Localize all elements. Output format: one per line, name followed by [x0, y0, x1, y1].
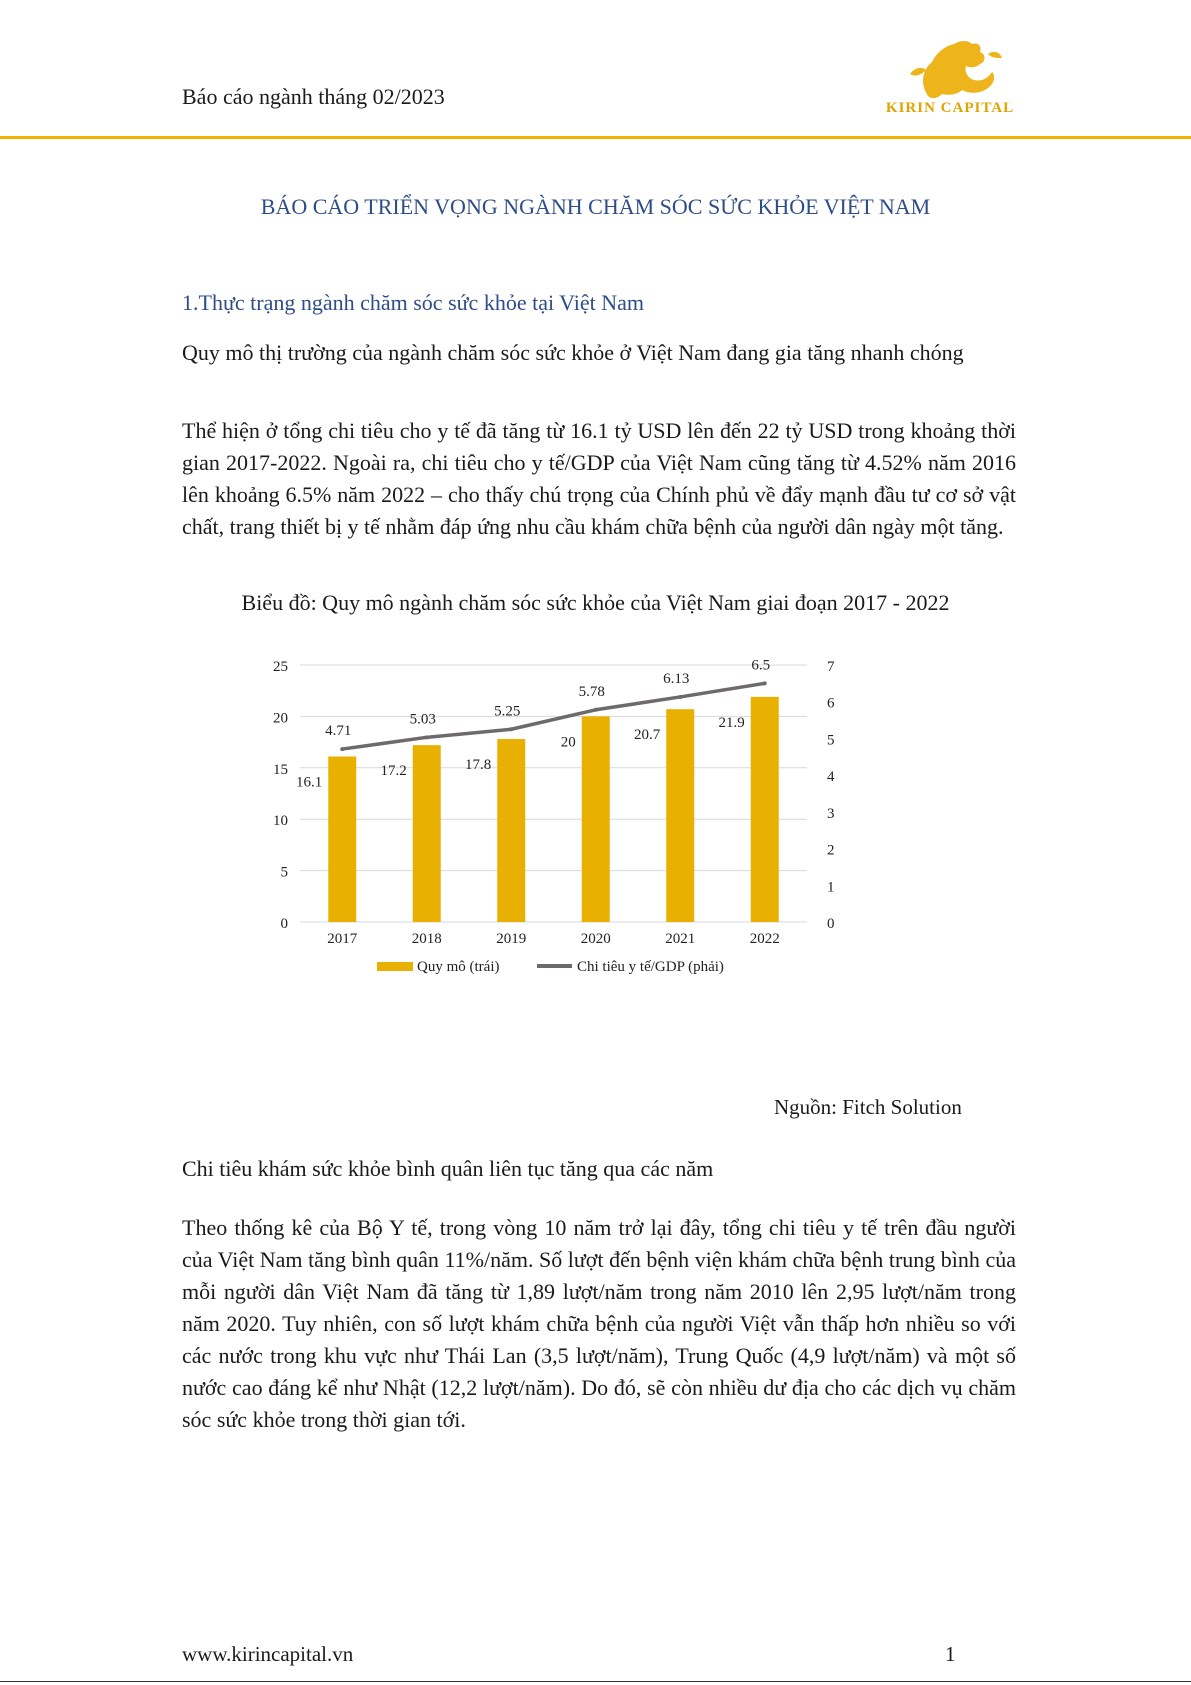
chart-source: Nguồn: Fitch Solution — [774, 1095, 962, 1119]
line-data-label: 4.71 — [325, 723, 352, 740]
logo-wordmark: KIRIN CAPITAL — [885, 100, 1015, 116]
line-point — [425, 735, 429, 739]
x-tick-label: 2018 — [411, 931, 442, 947]
y-left-tick-label: 25 — [273, 659, 288, 675]
y-right-tick-label: 6 — [827, 695, 835, 712]
y-left-tick-label: 5 — [280, 864, 288, 881]
legend-label-bar: Quy mô (trái) — [417, 959, 500, 975]
healthcare-market-chart — [273, 645, 922, 1070]
x-tick-label: 2019 — [496, 931, 527, 947]
kirin-dragon-icon — [880, 34, 1020, 102]
y-right-tick-label: 1 — [827, 879, 835, 896]
report-header-title: Báo cáo ngành tháng 02/2023 — [182, 84, 445, 109]
bar-data-label: 16.1 — [296, 774, 323, 791]
paragraph-subheading-spending: Chi tiêu khám sức khỏe bình quân liên tục tăng qua các năm — [182, 1156, 714, 1181]
line-point — [594, 708, 598, 712]
y-left-tick-label: 0 — [280, 916, 288, 932]
page-number: 1 — [945, 1642, 956, 1666]
footer-divider — [0, 1681, 1191, 1682]
bar-data-label: 17.8 — [465, 757, 492, 774]
line-data-label: 5.78 — [578, 683, 605, 700]
x-tick-label: 2021 — [665, 931, 696, 947]
bar-data-label: 21.9 — [718, 714, 745, 731]
y-right-tick-label: 4 — [827, 769, 835, 786]
legend-swatch-bar — [377, 962, 413, 971]
document-title: BÁO CÁO TRIỂN VỌNG NGÀNH CHĂM SÓC SỨC KHỎE VIỆT NAM — [260, 194, 931, 219]
bar — [582, 716, 610, 922]
paragraph-health-statistics: Theo thống kê của Bộ Y tế, trong vòng 10 năm trở lại đây, tổng chi tiêu y tế trên đầu người của Việt Nam tăng bình quân 11%/năm. Số lượt đến bệnh viện khám chữa bệnh trung bình của mỗi người dân Việt Nam đã tăng từ 1,89 lượt/năm trong năm 2010 lên 2,95 lượt/năm trong năm 2020. Tuy nhiên, con số lượt khám chữa bệnh của người Việt vẫn thấp hơn nhiều so với các nước trong khu vực như Thái Lan (3,5 lượt/năm), Trung Quốc (4,9 lượt/năm) và một số nước cao đáng kể như Nhật (12,2 lượt/năm). Do đó, sẽ còn nhiều dư địa cho các dịch vụ chăm sóc sức khỏe trong thời gian tới. — [182, 1215, 1016, 1432]
y-left-tick-label: 10 — [273, 813, 288, 830]
line-point — [763, 681, 767, 685]
chart-caption: Biểu đồ: Quy mô ngành chăm sóc sức khỏe của Việt Nam giai đoạn 2017 - 2022 — [241, 590, 950, 615]
y-left-tick-label: 20 — [273, 710, 288, 727]
bar — [497, 739, 525, 922]
x-tick-label: 2022 — [749, 931, 780, 947]
paragraph-market-size: Quy mô thị trường của ngành chăm sóc sức khỏe ở Việt Nam đang gia tăng nhanh chóng — [182, 340, 964, 365]
line-point — [340, 747, 344, 751]
header-divider — [0, 136, 1191, 139]
line-data-label: 5.03 — [409, 711, 436, 728]
kirin-capital-logo — [880, 34, 1020, 124]
y-right-tick-label: 0 — [827, 916, 835, 932]
line-data-label: 6.13 — [663, 670, 690, 687]
footer-url: www.kirincapital.vn — [182, 1642, 354, 1666]
section-heading: 1.Thực trạng ngành chăm sóc sức khỏe tại Việt Nam — [182, 290, 644, 315]
y-right-tick-label: 3 — [827, 805, 835, 822]
line-point — [509, 727, 513, 731]
bar — [413, 745, 441, 922]
y-left-tick-label: 15 — [273, 761, 288, 778]
line-data-label: 5.25 — [494, 703, 521, 720]
line-point — [678, 695, 682, 699]
y-right-tick-label: 7 — [827, 659, 835, 675]
bar — [666, 709, 694, 922]
legend-label-line: Chi tiêu y tế/GDP (phải) — [577, 959, 724, 975]
bar-data-label: 17.2 — [380, 763, 407, 780]
bar — [751, 697, 779, 922]
x-tick-label: 2017 — [327, 931, 358, 947]
line-data-label: 6.5 — [751, 657, 771, 674]
y-right-tick-label: 5 — [827, 732, 835, 749]
bar-data-label: 20.7 — [634, 727, 661, 744]
y-right-tick-label: 2 — [827, 842, 835, 859]
paragraph-spending: Thể hiện ở tổng chi tiêu cho y tế đã tăng từ 16.1 tỷ USD lên đến 22 tỷ USD trong khoảng thời gian 2017-2022. Ngoài ra, chi tiêu cho y tế/GDP của Việt Nam cũng tăng từ 4.52% năm 2016 lên khoảng 6.5% năm 2022 – cho thấy chú trọng của Chính phủ về đẩy mạnh đầu tư cơ sở vật chất, trang thiết bị y tế nhằm đáp ứng nhu cầu khám chữa bệnh của người dân ngày một tăng. — [182, 418, 1016, 539]
bar-data-label: 20 — [560, 734, 576, 751]
bar — [328, 756, 356, 922]
x-tick-label: 2020 — [580, 931, 611, 947]
